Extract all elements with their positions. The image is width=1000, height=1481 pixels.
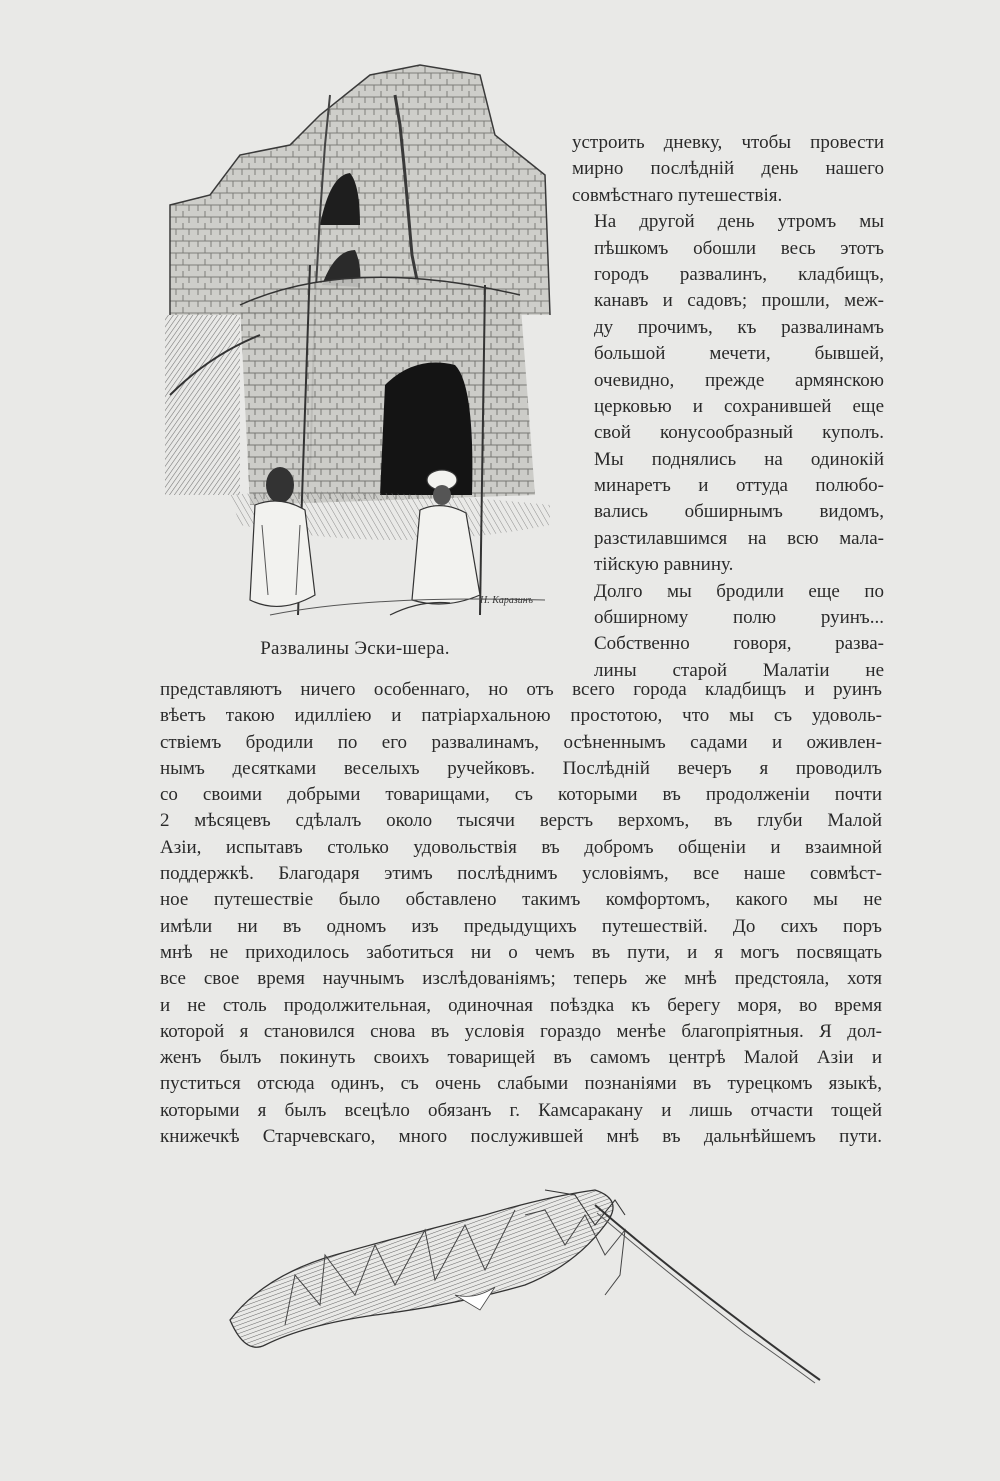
text-line: пѣшкомъ обошли весь этотъ: [594, 237, 884, 259]
text-line: обширному полю руинъ...: [594, 607, 884, 629]
body-text: [160, 677, 882, 1150]
text-line: 2 мѣсяцевъ сдѣлалъ около тысячи верстъ верхомъ, въ глуби Малой: [160, 810, 882, 832]
text-line: все свое время научнымъ изслѣдованіямъ; теперь же мнѣ предстояла, хотя: [160, 968, 882, 990]
text-line: вались обширнымъ видомъ,: [594, 501, 884, 523]
text-line: мнѣ не приходилось заботиться ни о чемъ въ пути, и я могъ посвящать: [160, 941, 882, 963]
text-line: тійскую равнину.: [594, 554, 734, 576]
text-line: Азіи, испытавъ столько удовольствія въ добромъ общеніи и взаимной: [160, 836, 882, 858]
text-line: На другой день утромъ мы: [594, 211, 884, 233]
text-line: мирно послѣдній день нашего: [572, 158, 884, 180]
text-line: которыми я былъ всецѣло обязанъ г. Камсаракану и лишь отчасти тощей: [160, 1099, 882, 1121]
text-line: свой конусообразный куполъ.: [594, 422, 884, 444]
text-line: совмѣстнаго путешествія.: [572, 184, 783, 206]
text-line: книжечкѣ Старчевскаго, много послужившей мнѣ въ дальнѣйшемъ пути.: [160, 1126, 882, 1148]
text-line: большой мечети, бывшей,: [594, 343, 884, 365]
text-line: ное путешествіе было обставлено такимъ комфортомъ, какого мы не: [160, 889, 882, 911]
text-line: городъ развалинъ, кладбищъ,: [594, 263, 884, 285]
text-line: которой я становился снова въ условія гораздо менѣе благопріятныя. Я дол-: [160, 1020, 882, 1042]
text-line: и не столь продолжительная, одиночная поѣздка къ берегу моря, во время: [160, 994, 882, 1016]
text-line: пуститься отсюда одинъ, съ очень слабыми познаніями въ турецкомъ языкѣ,: [160, 1073, 882, 1095]
text-line: канавъ и садовъ; прошли, меж-: [594, 290, 884, 312]
text-line: разстилавшимся на всю мала-: [594, 527, 884, 549]
text-line: имѣли ни въ одномъ изъ предыдущихъ путешествій. До сихъ поръ: [160, 915, 882, 937]
text-line: ду прочимъ, къ развалинамъ: [594, 316, 884, 338]
illustration-caption: Развалины Эски-шера.: [260, 638, 450, 659]
text-line: Мы поднялись на одинокій: [594, 448, 884, 470]
text-line: женъ былъ покинуть своихъ товарищей въ самомъ центрѣ Малой Азіи и: [160, 1047, 882, 1069]
text-line: Собственно говоря, разва-: [594, 633, 884, 655]
text-line: устроить дневку, чтобы провести: [572, 132, 884, 153]
text-line: минаретъ и оттуда полюбо-: [594, 475, 884, 497]
text-line: поддержкѣ. Благодаря этимъ послѣднимъ условіямъ, все наше совмѣст-: [160, 863, 882, 885]
text-line: очевидно, прежде армянскою: [594, 369, 884, 391]
text-line: со своими добрыми товарищами, съ которыми въ продолженіи почти: [160, 784, 882, 806]
right-column-text: [572, 130, 884, 684]
artist-signature: Н. Каразинъ: [480, 595, 533, 606]
text-line: Долго мы бродили еще по: [594, 580, 884, 602]
ruins-illustration: [150, 55, 560, 640]
text-line: представляютъ ничего особеннаго, но отъ всего города кладбищъ и руинъ: [160, 679, 882, 700]
text-line: ствіемъ бродили по его развалинамъ, осѣненнымъ садами и оживлен-: [160, 731, 882, 753]
leaf-illustration: [225, 1185, 830, 1385]
text-line: вѣетъ такою идилліею и патріархальною простотою, что мы съ удоволь-: [160, 705, 882, 727]
text-line: лины старой Малатіи не: [594, 659, 884, 681]
text-line: нымъ десятками веселыхъ ручейковъ. Послѣдній вечеръ я проводилъ: [160, 757, 882, 779]
text-line: церковью и сохранившей еще: [594, 395, 884, 417]
